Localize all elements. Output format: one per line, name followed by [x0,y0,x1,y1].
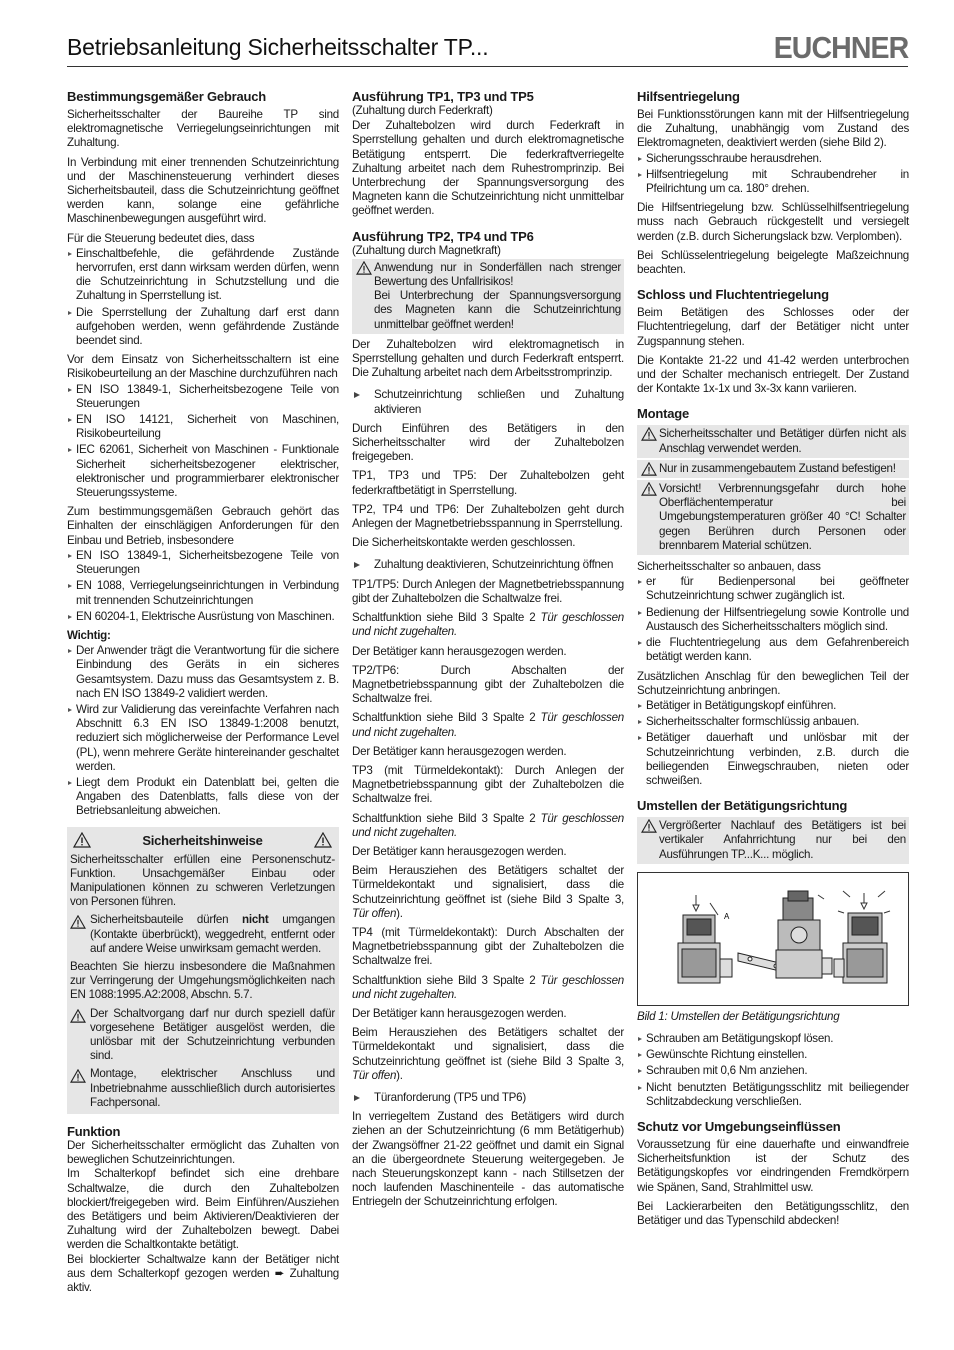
section-heading: Ausführung TP2, TP4 und TP6 [352,228,534,244]
subheading: (Zuhaltung durch Federkraft) [352,104,493,117]
paragraph [352,974,624,1002]
paragraph: Der Betätiger kann herausgezogen werden. [352,1006,567,1020]
paragraph: TP1/TP5: Durch Anlegen der Magnetbetriebsspannung gibt der Zuhaltebolzen die Schaltwalze frei. [352,577,624,605]
arrow-right-icon: ➨ [274,1266,285,1280]
paragraph: TP1, TP3 und TP5: Der Zuhaltebolzen geht federkraftbetätigt in Sperrstellung. [352,469,624,497]
safety-heading [70,831,335,851]
warning-box [637,817,909,864]
list-item: Gewünschte Richtung einstellen. [637,1048,909,1062]
warning-icon [641,462,657,476]
paragraph: Der Betätiger kann herausgezogen werden. [352,844,567,858]
paragraph: Beachten Sie hierzu insbesondere die Maßnahmen zur Verringerung der Umgehungsmöglichkeiten nach EN 1088:1995.A2:2008, Abschn. 5.7. [70,959,335,1002]
page-title: Betriebsanleitung Sicherheitsschalter TP... [67,34,489,60]
important-label: Wichtig: [67,628,111,642]
safety-box [67,827,339,1114]
paragraph: TP2/TP6: Durch Abschalten der Magnetbetriebsspannung gibt der Zuhaltebolzen die Schaltwalze frei. [352,663,624,706]
text: Bei blockierter Schaltwalze kann der Betätiger nicht aus dem Schalterkopf gezogen werden [67,1252,339,1280]
paragraph: Der Betätiger kann herausgezogen werden. [352,644,567,658]
italic-text: Tür offen [352,1068,397,1082]
section-heading: Umstellen der Betätigungsrichtung [637,798,848,814]
warning-icon [356,261,372,275]
warning-line [70,1067,335,1110]
bullet-list [637,1032,909,1109]
list-item: Nicht benutzten Betätigungsschlitz mit beiliegender Schlitzabdeckung verschließen. [637,1081,909,1109]
list-item: Liegt dem Produkt ein Datenblatt bei, gelten die Angaben des Datenblatts, falls diese von der Betriebsanleitung abweichen. [67,776,339,819]
bullet-list [637,575,909,664]
paragraph [352,711,624,739]
euchner-logo: EUCHNER [773,30,908,65]
italic-text: Tür geschlossen und nicht zugehalten. [352,973,624,1001]
paragraph: Sicherheitsschalter so anbauen, dass [637,560,821,574]
warning-text: Der Schaltvorgang darf nur durch speziell dafür vorgesehene Betätiger ausgelöst werden, die unlösbar mit der Schutzeinrichtung verbunden sind. [90,1006,335,1063]
warning-icon [641,427,657,441]
bullet-list [67,247,339,348]
actuator-direction-illustration [638,873,908,1003]
paragraph: Der Zuhaltebolzen wird elektromagnetisch in Sperrstellung gehalten und durch Federkraft entsperrt. Die Zuhaltung arbeitet nach dem Arbeitsstromprinzip. [352,337,624,380]
paragraph [352,812,624,840]
list-item: IEC 62061, Sicherheit von Maschinen - Funktionale Sicherheit sicherheitsbezogener elektrischer, elektronischer und programmierbarer elektronischer Steuerungssysteme. [67,443,339,500]
paragraph: Die Kontakte 21-22 und 41-42 werden unterbrochen und der Schalter mechanisch entriegelt. Der Zustand der Kontakte 1x-1x und 3x-3x kann variieren. [637,353,909,396]
list-item: Schrauben am Betätigungskopf lösen. [637,1032,909,1046]
paragraph: Durch Einführen des Betätigers in den Sicherheitsschalter wird der Zuhaltebolzen freigegeben. [352,421,624,464]
step-item: Schutzeinrichtung schließen und Zuhaltung aktivieren [352,388,624,416]
bullet-list [67,383,339,501]
subheading: (Zuhaltung durch Magnetkraft) [352,243,501,257]
figure-label: A [724,911,730,921]
bullet-list [637,699,909,788]
paragraph: TP4 (mit Türmeldekontakt): Durch Abschalten der Magnetbetriebsspannung gibt der Zuhaltebolzen die Schaltwalze frei. [352,925,624,968]
switch-middle-drawing [776,891,832,978]
list-item: Sicherheitsschalter formschlüssig anbauen. [637,715,909,729]
warning-text: Sicherheitsschalter und Betätiger dürfen nicht als Anschlag verwendet werden. [659,427,906,455]
section-heading: Hilfsentriegelung [637,89,740,104]
paragraph: Sicherheitsschalter erfüllen eine Personenschutz-Funktion. Unsachgemäßer Einbau oder Manipulationen können zu schweren Verletzungen von Personen führen. [70,852,335,909]
warning-line [70,913,335,956]
paragraph [352,1026,624,1083]
text: Beim Herausziehen des Betätigers schaltet der Türmeldekontakt und signalisiert, dass die Schutzeinrichtung geöffnet ist (siehe Bild 3 Spalte 3, [352,1026,624,1068]
paragraph [67,1253,339,1296]
warning-text: Bei Unterbrechung der Spannungsversorgung des Magneten kann die Schutzeinrichtung unmittelbar geöffnet werden! [374,289,621,331]
paragraph: In Verbindung mit einer trennenden Schutzeinrichtung und der Maschinensteuerung verhindert dieses Sicherheitsbauteil, dass die Schutzeinrichtung geöffnet werden kann, solange eine gefährliche Maschinenbewegungen ausgeführt wird. [67,155,339,226]
warning-box [352,259,624,334]
step-item: Zuhaltung deaktivieren, Schutzeinrichtung öffnen [352,558,624,572]
list-item: Sicherungsschraube herausdrehen. [637,152,909,166]
italic-text: Tür offen [352,906,397,920]
list-item: EN 60204-1, Elektrische Ausrüstung von Maschinen. [67,610,339,624]
list-item: Schrauben mit 0,6 Nm anziehen. [637,1064,909,1078]
paragraph: Bei Schlüsselentriegelung beigelegte Maßzeichnung beachten. [637,248,909,277]
warning-icon [314,832,332,848]
section-heading: Schloss und Fluchtentriegelung [637,287,829,303]
safety-title: Sicherheitshinweise [142,832,263,848]
list-item: er für Bedienpersonal bei geöffneter Schutzeinrichtung schwer zugänglich ist. [637,575,909,603]
list-item: EN ISO 13849-1, Sicherheitsbezogene Teile von Steuerungen [67,383,339,411]
warning-icon [641,482,657,496]
warning-text: Montage, elektrischer Anschluss und Inbetriebnahme ausschließlich durch autorisiertes Fachpersonal. [90,1067,335,1109]
list-item: EN ISO 13849-1, Sicherheitsbezogene Teile von Steuerungen [67,549,339,577]
italic-text: Tür geschlossen und nicht zugehalten. [352,611,624,639]
figure-1 [637,872,909,1006]
paragraph [352,611,624,639]
text: Schaltfunktion siehe Bild 3 Spalte 2 [352,611,541,625]
text: Schaltfunktion siehe Bild 3 Spalte 2 [352,811,541,825]
warning-icon [70,915,86,929]
switch-right-drawing [834,913,887,983]
list-item: Der Anwender trägt die Verantwortung für die sichere Einbindung des Geräts in ein sicheres Gesamtsystem. Dazu muss das Gesamtsystem z. B. nach EN ISO 13849-2 validiert werden. [67,644,339,701]
bullet-list [67,549,339,624]
warning-icon [73,832,91,848]
switch-left-drawing [678,915,732,983]
column-3 [637,89,909,1233]
paragraph: Der Betätiger kann herausgezogen werden. [352,744,567,758]
column-1 [67,89,339,1300]
paragraph [352,864,624,921]
list-item: Hilfsentriegelung mit Schraubendreher in Pfeilrichtung um ca. 180° drehen. [637,168,909,196]
warning-line [70,1007,335,1064]
list-item: Betätiger in Betätigungskopf einführen. [637,699,909,713]
text: Beim Herausziehen des Betätigers schaltet der Türmeldekontakt und signalisiert, dass die Schutzeinrichtung geöffnet ist (siehe Bild 3 Spalte 3, [352,864,624,906]
text: ). [396,1068,403,1082]
bullet-list [637,152,909,197]
paragraph: TP2, TP4 und TP6: Der Zuhaltebolzen geht durch Anlegen der Magnetbetriebsspannung in Sperrstellung. [352,502,624,531]
list-item: die Fluchtentriegelung aus dem Gefahrenbereich betätigt werden kann. [637,636,909,664]
paragraph: In verriegeltem Zustand des Betätigers wird durch ziehen an der Schutzeinrichtung (6 mm Betätigerhub) der Zwangsöffner 21-22 geöffnet und damit ein Signal an die übergeordnete Steuerung weitergegeben. Je nach Steuerungskonzept kann - nach Stillsetzen der noch laufenden Maschinenteile - das automatische Entriegeln der Schutzeinrichtung erfolgen. [352,1110,624,1209]
paragraph: Die Sicherheitskontakte werden geschlossen. [352,536,576,550]
list-item: EN ISO 14121, Sicherheit von Maschinen, Risikobeurteilung [67,413,339,441]
paragraph: Der Zuhaltebolzen wird durch Federkraft in Sperrstellung gehalten und durch elektromagnetische Betätigung entsperrt. Die federkraftverriegelte Zuhaltung arbeitet nach dem Ruhestromprinzip. Bei Unterbrechung der Spannungsversorgung des Magneten kann die Schutzeinrichtung nicht unmittelbar geöffnet werden. [352,119,624,218]
warning-icon [70,1069,86,1083]
text: Schaltfunktion siehe Bild 3 Spalte 2 [352,711,541,725]
list-item: Bedienung der Hilfsentriegelung sowie Kontrolle und Austausch des Sicherheitsschalters möglich sind. [637,606,909,634]
paragraph: Voraussetzung für eine dauerhafte und einwandfreie Sicherheitsfunktion ist der Schutz des Betätigungskopfes vor eindringenden Fremdkörpern wie Spänen, Sand, Strahlmittel usw. [637,1137,909,1194]
list-item: Wird zur Validierung das vereinfachte Verfahren nach Abschnitt 6.3 EN ISO 13849-1:2008 benutzt, reduziert sich möglicherweise der Performance Level (PL), wenn mehrere Geräte hintereinander geschaltet werden. [67,703,339,774]
warning-text: Nur in zusammengebautem Zustand befestigen! [659,461,896,475]
italic-text: Tür geschlossen und nicht zugehalten. [352,811,624,839]
paragraph: Zum bestimmungsgemäßen Gebrauch gehört das Einhalten der einschlägigen Anforderungen für den Einbau und Betrieb, insbesondere [67,505,339,547]
warning-box [637,480,909,555]
paragraph: Die Hilfsentriegelung bzw. Schlüsselhilfsentriegelung muss nach Gebrauch rückgestellt und versiegelt werden (z.B. durch Sicherungslack bzw. Verplomben). [637,201,909,243]
section-heading: Schutz vor Umgebungseinflüssen [637,1118,841,1134]
paragraph: Bei Funktionsstörungen kann mit der Hilfsentriegelung die Zuhaltung, unabhängig vom Zustand des Elektromagneten, deaktiviert werden (siehe Bild 2). [637,108,909,150]
paragraph: Bei Lackierarbeiten den Betätigungsschlitz, den Betätiger und das Typenschild abdecken! [637,1199,909,1227]
list-item: EN 1088, Verriegelungseinrichtungen in Verbindung mit trennenden Schutzeinrichtungen [67,579,339,607]
paragraph: Vor dem Einsatz von Sicherheitsschaltern ist eine Risikobeurteilung an der Maschine durchzuführen nach [67,353,339,381]
paragraph: Im Schalterkopf befindet sich eine drehbare Schaltwalze, die durch den Zuhaltebolzen blockiert/freigegeben wird. Beim Einführen/Ausziehen des Betätigers und beim Aktivieren/Deaktivieren der Zuhaltung wird der Zuhaltebolzen bewegt. Dabei werden die Schaltkontakte betätigt. [67,1167,339,1252]
list-item: Einschaltbefehle, die gefährdende Zustände hervorrufen, erst dann wirksam werden dürfen, wenn die Schutzeinrichtung in Schutzstellung und die Zuhaltung in Sperrstellung ist. [67,247,339,304]
section-heading: Funktion [67,1124,121,1139]
figure-caption: Bild 1: Umstellen der Betätigungsrichtung [637,1009,840,1023]
text: Zuhaltung aktiv. [67,1266,339,1295]
warning-text: Vorsicht! Verbrennungsgefahr durch hohe Oberflächentemperatur bei Umgebungstemperaturen größer 40 °C! Schalter gegen Berühren durch Personen oder brennbarem Material schützen. [659,482,906,552]
warning-box [637,425,909,457]
paragraph: TP3 (mit Türmeldekontakt): Durch Anlegen der Magnetbetriebsspannung gibt der Zuhaltebolzen die Schaltwalze frei. [352,763,624,806]
bullet-list [67,644,339,818]
italic-text: Tür geschlossen und nicht zugehalten. [352,711,624,739]
list-item: Betätiger dauerhaft und unlösbar mit der Schutzeinrichtung verbinden, z.B. durch die beiliegenden Einwegschrauben, nieten oder schweißen. [637,731,909,788]
warning-icon [70,1009,86,1023]
emphasis: nicht [242,913,269,927]
warning-text: umgangen (Kontakte überbrückt), weggedreht, entfernt oder auf andere Weise unwirksam gemacht werden. [90,913,335,955]
page-header [67,26,908,67]
warning-text: Sicherheitsbauteile dürfen [90,913,243,927]
section-heading: Ausführung TP1, TP3 und TP5 [352,89,534,104]
warning-icon [641,819,657,833]
section-heading: Bestimmungsgemäßer Gebrauch [67,89,267,104]
paragraph: Sicherheitsschalter der Baureihe TP sind elektromagnetische Verriegelungseinrichtungen mit Zuhaltung. [67,108,339,150]
paragraph: Beim Betätigen des Schlosses oder der Fluchtentriegelung, darf der Betätiger nicht unter Zugspannung stehen. [637,306,909,348]
warning-text: Anwendung nur in Sonderfällen nach strenger Bewertung des Unfallrisikos! [374,260,621,289]
step-item: Türanforderung (TP5 und TP6) [352,1091,624,1105]
paragraph: Zusätzlichen Anschlag für den beweglichen Teil der Schutzeinrichtung anbringen. [637,669,909,697]
column-2 [352,89,624,1215]
list-item: Die Sperrstellung der Zuhaltung darf erst dann aufgehoben werden, wenn gefährdende Zustände beendet sind. [67,306,339,349]
warning-box [637,460,909,478]
text: ). [396,906,403,920]
warning-text: Vergrößerter Nachlauf des Betätigers ist bei vertikaler Anfahrrichtung nur bei den Ausführungen TP...K... möglich. [659,819,906,861]
section-heading: Montage [637,406,690,422]
paragraph: Für die Steuerung bedeutet dies, dass [67,231,255,245]
paragraph: Der Sicherheitsschalter ermöglicht das Zuhalten von beweglichen Schutzeinrichtungen. [67,1139,339,1167]
text: Schaltfunktion siehe Bild 3 Spalte 2 [352,973,541,987]
